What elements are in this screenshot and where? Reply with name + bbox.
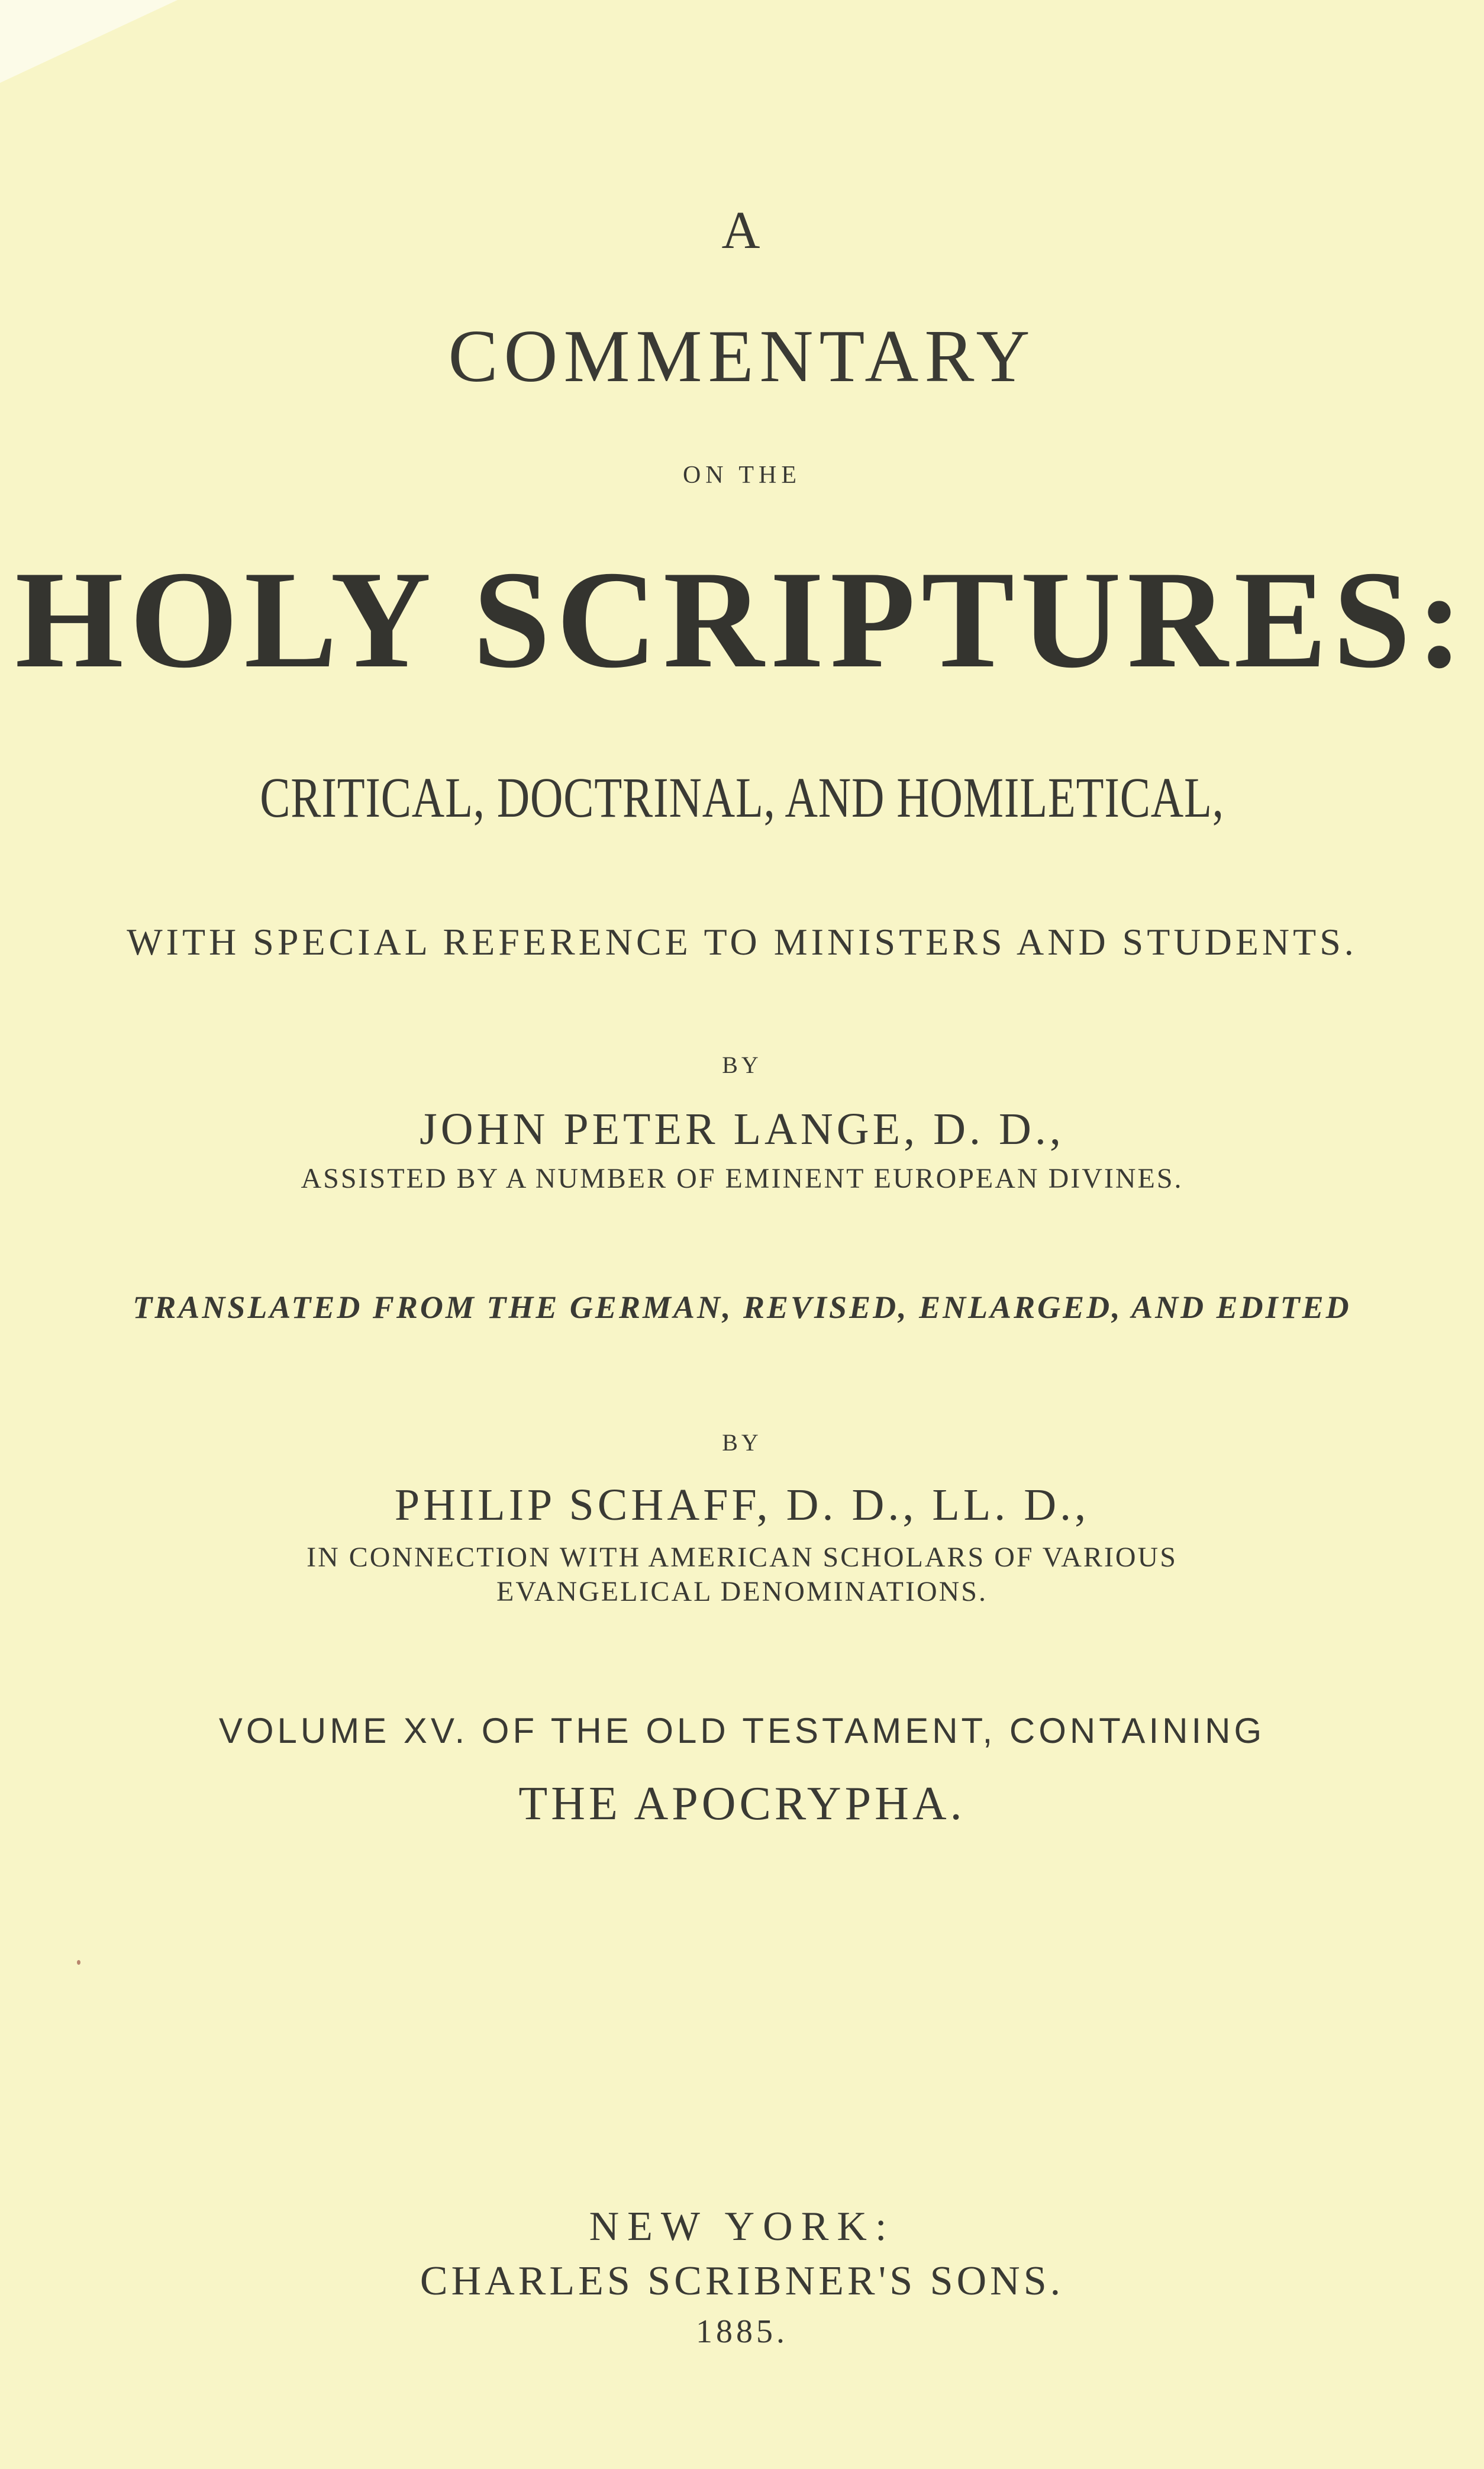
subtitle: CRITICAL, DOCTRINAL, AND HOMILETICAL,	[260, 766, 1224, 829]
by-author-label: BY	[722, 1052, 762, 1078]
volume-line: VOLUME XV. OF THE OLD TESTAMENT, CONTAINING	[218, 1711, 1266, 1751]
connection-line-1: IN CONNECTION WITH AMERICAN SCHOLARS OF VARIOUS	[307, 1542, 1177, 1573]
title-commentary: COMMENTARY	[448, 315, 1036, 398]
imprint-place: NEW YORK:	[589, 2204, 895, 2249]
imprint-year: 1885.	[696, 2313, 788, 2350]
volume-title: THE APOCRYPHA.	[518, 1778, 966, 1830]
special-reference: WITH SPECIAL REFERENCE TO MINISTERS AND STUDENTS.	[127, 921, 1357, 963]
assisted-by: ASSISTED BY A NUMBER OF EMINENT EUROPEAN DIVINES.	[301, 1163, 1183, 1194]
editor-name: PHILIP SCHAFF, D. D., LL. D.,	[394, 1480, 1090, 1530]
author-name: JOHN PETER LANGE, D. D.,	[420, 1104, 1064, 1154]
page-corner	[0, 0, 178, 83]
title-article: A	[721, 201, 763, 260]
translation-note: TRANSLATED FROM THE GERMAN, REVISED, ENLARGED, AND EDITED	[133, 1290, 1351, 1325]
by-editor-label: BY	[722, 1429, 762, 1456]
imprint-publisher: CHARLES SCRIBNER'S SONS.	[420, 2258, 1064, 2304]
connection-line-2: EVANGELICAL DENOMINATIONS.	[496, 1576, 988, 1607]
main-title: HOLY SCRIPTURES:	[15, 543, 1469, 697]
title-on-the: ON THE	[682, 462, 802, 489]
paper-speck	[77, 1960, 80, 1965]
